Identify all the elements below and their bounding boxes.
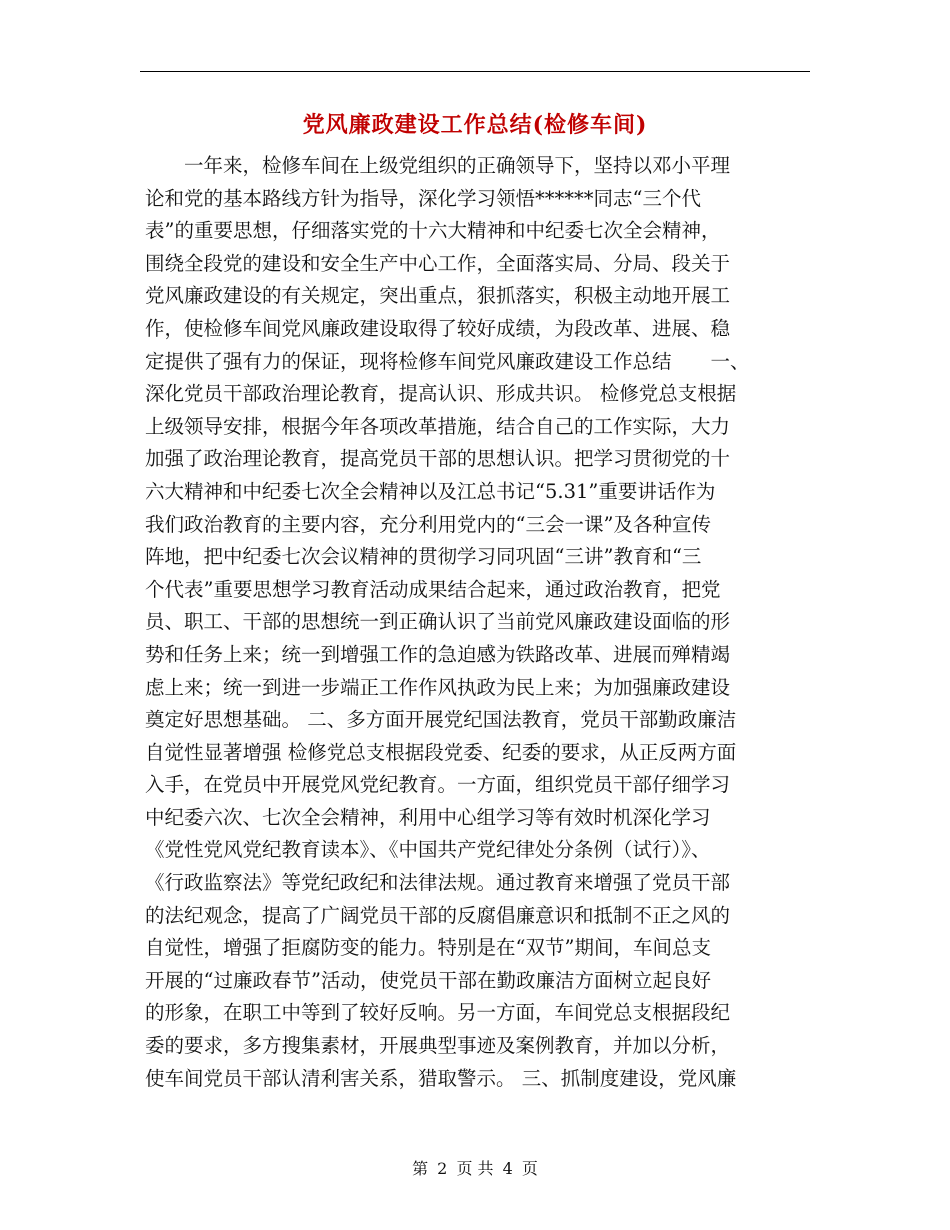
text-line: 开展的“过廉政春节”活动，使党员干部在勤政廉洁方面树立起良好	[145, 968, 711, 992]
text-line: 中纪委六次、七次全会精神，利用中心组学习等有效时机深化学习	[145, 805, 711, 829]
text-line: 委的要求，多方搜集素材，开展典型事迹及案例教育，并加以分析，	[145, 1034, 731, 1058]
footer-total-pages: 4	[502, 1159, 513, 1178]
page-footer	[0, 1156, 950, 1179]
text-line: 个代表”重要思想学习教育活动成果结合起来，通过政治教育，把党	[145, 577, 721, 601]
text-line: 上级领导安排，根据今年各项改革措施，结合自己的工作实际，大力	[145, 414, 731, 438]
document-title: 党风廉政建设工作总结(检修车间)	[302, 112, 648, 138]
text-line: 虑上来；统一到进一步端正工作作风执政为民上来；为加强廉政建设	[145, 675, 731, 699]
text-line: 阵地，把中纪委七次会议精神的贯彻学习同巩固“三讲”教育和“三	[145, 545, 702, 569]
text-line: 定提供了强有力的保证，现将检修车间党风廉政建设工作总结 一、	[145, 349, 750, 373]
text-line: 的法纪观念，提高了广阔党员干部的反腐倡廉意识和抵制不正之风的	[145, 903, 731, 927]
header-rule	[140, 71, 810, 72]
text-line: 自觉性显著增强 检修党总支根据段党委、纪委的要求，从正反两方面	[145, 740, 737, 764]
footer-mid: 页 共	[456, 1159, 494, 1178]
text-line: 我们政治教育的主要内容，充分利用党内的“三会一课”及各种宣传	[145, 512, 711, 536]
text-line: 使车间党员干部认清利害关系，猎取警示。 三、抓制度建设，党风廉	[145, 1066, 737, 1090]
text-line: 的形象，在职工中等到了较好反响。另一方面，车间党总支根据段纪	[145, 1001, 731, 1025]
text-line: 表”的重要思想，仔细落实党的十六大精神和中纪委七次全会精神，	[145, 219, 721, 243]
text-line: 员、职工、干部的思想统一到正确认识了当前党风廉政建设面临的形	[145, 610, 731, 634]
footer-suffix: 页	[521, 1159, 538, 1178]
text-line: 《行政监察法》等党纪政纪和法律法规。通过教育来增强了党员干部	[145, 871, 731, 895]
text-line: 势和任务上来；统一到增强工作的急迫感为铁路改革、进展而殚精竭	[145, 642, 731, 666]
text-line: 论和党的基本路线方针为指导，深化学习领悟******同志“三个代	[145, 186, 701, 210]
text-line: 深化党员干部政治理论教育，提高认识、形成共识。 检修党总支根据	[145, 382, 737, 406]
text-line: 《党性党风党纪教育读本》、《中国共产党纪律处分条例（试行）》、	[145, 838, 711, 862]
text-line: 党风廉政建设的有关规定，突出重点，狠抓落实，积极主动地开展工	[145, 284, 731, 308]
text-line: 奠定好思想基础。 二、多方面开展党纪国法教育，党员干部勤政廉洁	[145, 708, 737, 732]
text-line: 六大精神和中纪委七次全会精神以及江总书记“5.31”重要讲话作为	[145, 479, 716, 503]
document-body	[145, 150, 805, 1095]
text-line: 作，使检修车间党风廉政建设取得了较好成绩，为段改革、进展、稳	[145, 316, 731, 340]
footer-prefix: 第	[412, 1159, 429, 1178]
footer-page-number: 2	[437, 1159, 448, 1178]
text-line: 一年来，检修车间在上级党组织的正确领导下，坚持以邓小平理	[184, 154, 731, 177]
text-line: 加强了政治理论教育，提高党员干部的思想认识。把学习贯彻党的十	[145, 447, 731, 471]
text-line: 自觉性，增强了拒腐防变的能力。特别是在“双节”期间，车间总支	[145, 936, 711, 960]
text-line: 入手，在党员中开展党风党纪教育。一方面，组织党员干部仔细学习	[145, 773, 731, 797]
text-line: 围绕全段党的建设和安全生产中心工作，全面落实局、分局、段关于	[145, 251, 731, 275]
